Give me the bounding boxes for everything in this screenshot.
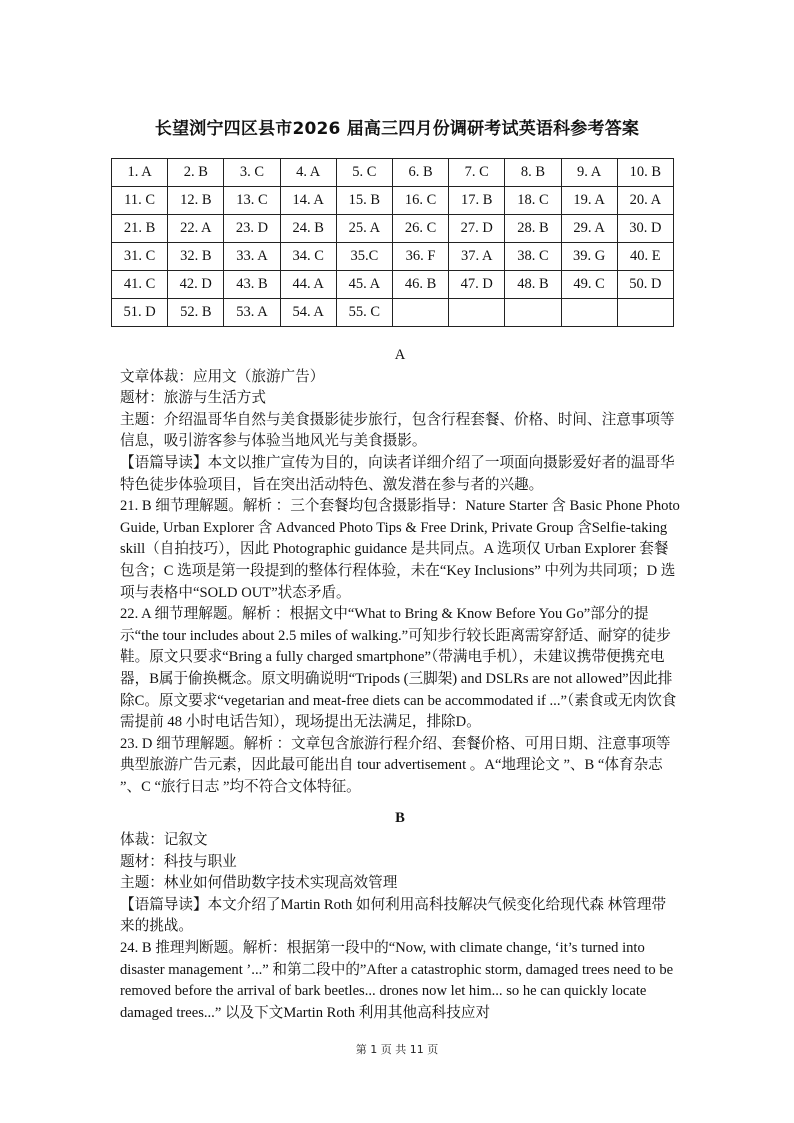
- answer-row: [112, 215, 674, 243]
- answer-cell: 25. A: [336, 215, 392, 243]
- section-a: [120, 345, 680, 1024]
- answer-cell: 40. E: [617, 243, 673, 271]
- answer-cell: 30. D: [617, 215, 673, 243]
- section-a-heading: A: [394, 347, 406, 363]
- answer-cell: [392, 299, 448, 327]
- answer-cell: 28. B: [505, 215, 561, 243]
- answer-cell: 16. C: [392, 187, 448, 215]
- answer-cell: 46. B: [392, 271, 448, 299]
- answer-cell: 54. A: [280, 299, 336, 327]
- page-title: 长望浏宁四区县市2026 届高三四月份调研考试英语科参考答案: [154, 119, 640, 139]
- section-a-topic: 题材：旅游与生活方式: [120, 390, 266, 407]
- answer-cell: 22. A: [168, 215, 224, 243]
- answer-cell: 36. F: [392, 243, 448, 271]
- answer-cell: 31. C: [112, 243, 168, 271]
- answer-cell: 5. C: [336, 159, 392, 187]
- answer-key-table: [111, 158, 674, 327]
- answer-cell: 55. C: [336, 299, 392, 327]
- answer-cell: 12. B: [168, 187, 224, 215]
- answer-cell: 42. D: [168, 271, 224, 299]
- answer-cell: 34. C: [280, 243, 336, 271]
- section-b-heading: B: [395, 810, 405, 827]
- answer-row: [112, 299, 674, 327]
- answer-row: [112, 187, 674, 215]
- answer-cell: 19. A: [561, 187, 617, 215]
- answer-row: [112, 243, 674, 271]
- answer-cell: 41. C: [112, 271, 168, 299]
- answer-cell: 9. A: [561, 159, 617, 187]
- answer-row: [112, 271, 674, 299]
- answer-row: [112, 159, 674, 187]
- answer-cell: 50. D: [617, 271, 673, 299]
- answer-cell: 23. D: [224, 215, 280, 243]
- answer-cell: 26. C: [392, 215, 448, 243]
- answer-cell: 48. B: [505, 271, 561, 299]
- answer-cell: 38. C: [505, 243, 561, 271]
- answer-cell: 17. B: [449, 187, 505, 215]
- answer-cell: 14. A: [280, 187, 336, 215]
- answer-cell: 51. D: [112, 299, 168, 327]
- answer-cell: 15. B: [336, 187, 392, 215]
- answer-cell: [617, 299, 673, 327]
- answer-cell: 27. D: [449, 215, 505, 243]
- answer-explanation-22: 22. A 细节理解题。解析 ：根据文中“What to Bring & Know Before You Go”部分的提示“the tour includes about 2.5 miles of walking.”可知步行较长距离需穿舒适、耐穿的徒步鞋。原文只要求“Bring a fully charged smartphone”（带满电手机），未建议携带便携充电器，B属于偷换概念。原文明确说明“Tripods (三脚架) and DSLRs are not allowed”因此排除C。原文要求“vegetarian and meat-free diets can be accommodated if ...”（素食或无肉饮食需提前 48 小时电话告知），现场提出无法满足，排除D。: [120, 606, 677, 731]
- answer-cell: [561, 299, 617, 327]
- answer-cell: 52. B: [168, 299, 224, 327]
- answer-cell: 18. C: [505, 187, 561, 215]
- answer-explanation-21: 21. B 细节理解题。解析 ：三个套餐均包含摄影指导：Nature Starter 含 Basic Phone Photo Guide, Urban Explorer 含 Advanced Photo Tips & Free Drink, Private Group 含Selfie-taking skill（自拍技巧），因此 Photographic guidance 是共同点。A 选项仅 Urban Explorer 套餐包含；C 选项是第一段提到的整体行程体验，未在“Key Inclusions” 中列为共同项；D 选项与表格中“SOLD OUT”状态矛盾。: [120, 498, 680, 601]
- section-b-topic: 题材：科技与职业: [120, 853, 237, 870]
- answer-cell: 24. B: [280, 215, 336, 243]
- section-b-guide: 【语篇导读】本文介绍了Martin Roth 如何利用高科技解决气候变化给现代森 林管理带来的挑战。: [120, 896, 667, 935]
- answer-cell: 20. A: [617, 187, 673, 215]
- answer-cell: 21. B: [112, 215, 168, 243]
- answer-explanation-23: 23. D 细节理解题。解析 ：文章包含旅游行程介绍、套餐价格、可用日期、注意事项等典型旅游广告元素，因此最可能出自 tour advertisement 。A“地理论文 ”、B “体育杂志 ”、C “旅行日志 ”均不符合文体特征。: [120, 735, 671, 795]
- answer-cell: 3. C: [224, 159, 280, 187]
- answer-cell: 43. B: [224, 271, 280, 299]
- section-b-genre: 体裁：记叙文: [120, 832, 208, 849]
- page-footer: 第 1 页 共 11 页: [355, 1043, 439, 1056]
- section-a-guide: 【语篇导读】本文以推广宣传为目的，向读者详细介绍了一项面向摄影爱好者的温哥华特色徒步体验项目，旨在突出活动特色、激发潜在参与者的兴趣。: [120, 454, 675, 493]
- answer-cell: 11. C: [112, 187, 168, 215]
- answer-cell: 35.C: [336, 243, 392, 271]
- answer-cell: 6. B: [392, 159, 448, 187]
- answer-cell: 10. B: [617, 159, 673, 187]
- answer-cell: 32. B: [168, 243, 224, 271]
- answer-cell: 8. B: [505, 159, 561, 187]
- answer-cell: 53. A: [224, 299, 280, 327]
- answer-cell: 47. D: [449, 271, 505, 299]
- answer-cell: 33. A: [224, 243, 280, 271]
- answer-cell: 7. C: [449, 159, 505, 187]
- answer-cell: 37. A: [449, 243, 505, 271]
- section-b-theme: 主题：林业如何借助数字技术实现高效管理: [120, 875, 398, 892]
- answer-cell: 44. A: [280, 271, 336, 299]
- answer-cell: [449, 299, 505, 327]
- section-a-theme: 主题：介绍温哥华自然与美食摄影徒步旅行，包含行程套餐、价格、时间、注意事项等信息，吸引游客参与体验当地风光与美食摄影。: [120, 411, 675, 450]
- answer-cell: 4. A: [280, 159, 336, 187]
- answer-cell: 2. B: [168, 159, 224, 187]
- answer-cell: [505, 299, 561, 327]
- section-a-genre: 文章体裁：应用文（旅游广告）: [120, 368, 325, 385]
- answer-cell: 13. C: [224, 187, 280, 215]
- answer-cell: 29. A: [561, 215, 617, 243]
- answer-cell: 1. A: [112, 159, 168, 187]
- answer-cell: 39. G: [561, 243, 617, 271]
- answer-cell: 49. C: [561, 271, 617, 299]
- answer-explanation-24: 24. B 推理判断题。解析：根据第一段中的“Now, with climate change, ‘it’s turned into disaster management ’...” 和第二段中的”After a catastrophic storm, damaged trees need to be removed before the arrival of bark beetles... drones now let him... so he can quickly locate damaged trees...” 以及下文Martin Roth 利用其他高科技应对: [120, 940, 674, 1021]
- answer-cell: 45. A: [336, 271, 392, 299]
